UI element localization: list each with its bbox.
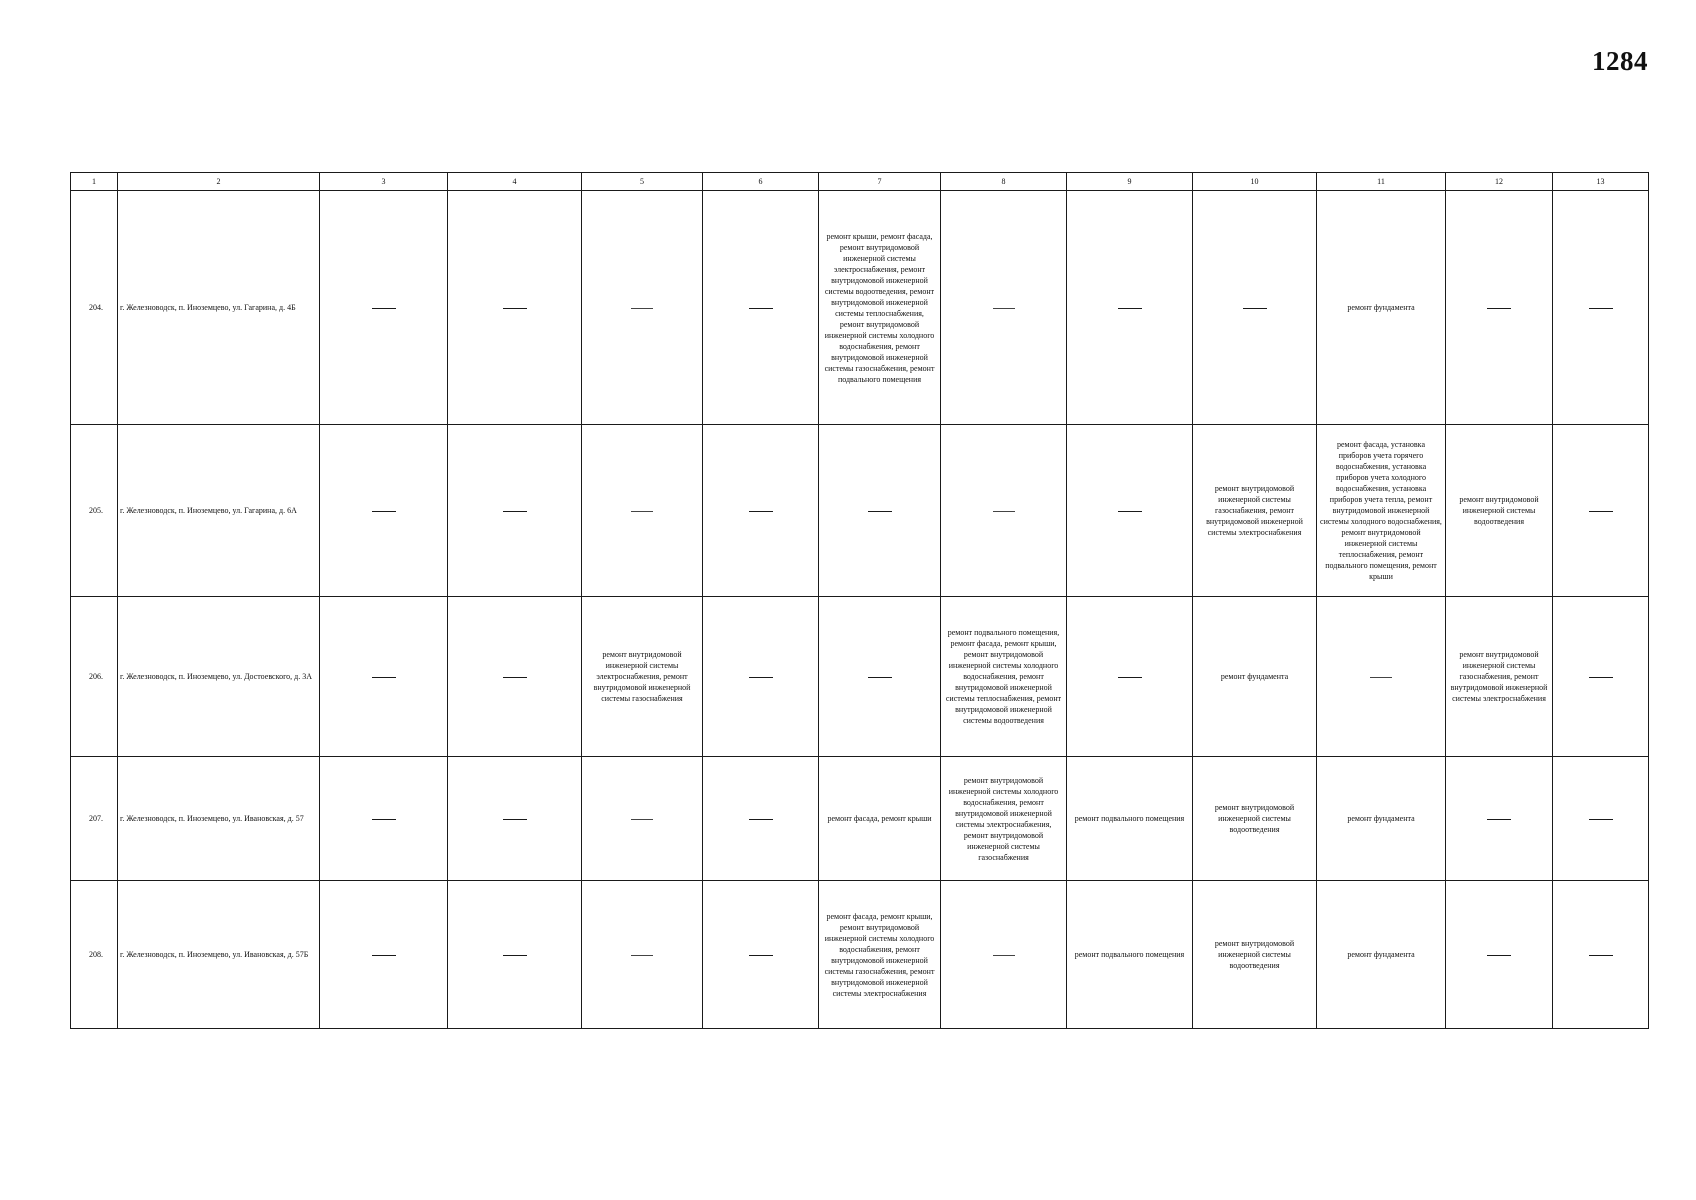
table-row [71,597,1649,757]
work-description: ремонт подвального помещения [1074,950,1185,959]
dash-mark [1370,677,1392,678]
empty-cell [320,881,448,1029]
dash-mark [372,955,396,956]
work-cell [582,597,703,757]
empty-cell [448,191,582,425]
empty-cell [941,425,1067,597]
empty-cell [320,425,448,597]
dash-mark [372,819,396,820]
work-cell [819,757,941,881]
table-row [71,425,1649,597]
empty-cell [1067,425,1193,597]
work-cell [1193,597,1317,757]
address-cell: г. Железноводск, п. Иноземцево, ул. Достоевского, д. 3А [118,597,320,757]
column-header: 12 [1446,173,1553,191]
work-cell [819,191,941,425]
work-cell [1067,757,1193,881]
column-number-row [71,173,1649,191]
empty-cell [1317,597,1446,757]
empty-cell [448,425,582,597]
table-row [71,757,1649,881]
work-cell [1317,881,1446,1029]
column-header: 6 [703,173,819,191]
empty-cell [1067,597,1193,757]
dash-mark [749,819,773,820]
work-cell [1317,425,1446,597]
row-number: 205. [71,425,118,597]
dash-mark [993,955,1015,956]
page-number: 1284 [1592,46,1648,76]
address-cell: г. Железноводск, п. Иноземцево, ул. Гагарина, д. 6А [118,425,320,597]
work-description: ремонт фундамента [1347,950,1415,959]
empty-cell [1553,881,1649,1029]
dash-mark [631,955,653,956]
work-description: ремонт внутридомовой инженерной системы газоснабжения, ремонт внутридомовой инженерной системы электроснабжения [1450,650,1548,703]
row-number: 207. [71,757,118,881]
work-cell [1446,597,1553,757]
work-cell [1193,881,1317,1029]
dash-mark [749,308,773,309]
column-header: 5 [582,173,703,191]
empty-cell [941,881,1067,1029]
dash-mark [503,511,527,512]
column-header: 8 [941,173,1067,191]
dash-mark [1118,511,1142,512]
empty-cell [819,597,941,757]
work-cell [1067,881,1193,1029]
table-header [71,173,1649,191]
row-number: 208. [71,881,118,1029]
work-cell [941,757,1067,881]
dash-mark [1589,308,1613,309]
dash-mark [372,677,396,678]
dash-mark [1589,511,1613,512]
dash-mark [503,819,527,820]
dash-mark [631,308,653,309]
work-cell [1317,757,1446,881]
work-description: ремонт внутридомовой инженерной системы водоотведения [1214,803,1295,834]
dash-mark [631,819,653,820]
column-header: 10 [1193,173,1317,191]
column-header: 7 [819,173,941,191]
dash-mark [749,511,773,512]
empty-cell [582,425,703,597]
empty-cell [1193,191,1317,425]
dash-mark [1589,819,1613,820]
empty-cell [1553,597,1649,757]
empty-cell [1553,757,1649,881]
table-row [71,191,1649,425]
work-description: ремонт фасада, ремонт крыши [827,814,932,823]
empty-cell [320,757,448,881]
address-cell: г. Железноводск, п. Иноземцево, ул. Гагарина, д. 4Б [118,191,320,425]
work-description: ремонт фундамента [1347,814,1415,823]
column-header: 13 [1553,173,1649,191]
column-header: 1 [71,173,118,191]
work-description: ремонт внутридомовой инженерной системы холодного водоснабжения, ремонт внутридомовой инженерной системы электроснабжения, ремонт внутридомовой инженерной системы газоснабжения [948,775,1059,862]
empty-cell [448,597,582,757]
empty-cell [941,191,1067,425]
empty-cell [703,881,819,1029]
address-cell: г. Железноводск, п. Иноземцево, ул. Ивановская, д. 57 [118,757,320,881]
work-cell [1193,425,1317,597]
work-description: ремонт внутридомовой инженерной системы водоотведения [1214,939,1295,970]
dash-mark [993,308,1015,309]
dash-mark [749,677,773,678]
empty-cell [703,597,819,757]
empty-cell [448,757,582,881]
dash-mark [372,511,396,512]
dash-mark [1589,677,1613,678]
empty-cell [1446,757,1553,881]
dash-mark [1118,677,1142,678]
work-cell [1317,191,1446,425]
work-description: ремонт крыши, ремонт фасада, ремонт внутридомовой инженерной системы электроснабжения, ремонт внутридомовой инженерной системы водоотведения, ремонт внутридомовой инженерной системы теплоснабжения, ремонт внутридомовой инженерной системы холодного водоснабжения, ремонт внутридомовой инженерной системы газоснабжения, ремонт подвального помещения [824,231,935,384]
empty-cell [320,597,448,757]
work-description: ремонт фасада, ремонт крыши, ремонт внутридомовой инженерной системы холодного водоснабжения, ремонт внутридомовой инженерной системы газоснабжения, ремонт внутридомовой инженерной системы электроснабжения [824,911,935,998]
work-description: ремонт внутридомовой инженерной системы водоотведения [1459,495,1539,526]
work-description: ремонт фундамента [1347,303,1415,312]
empty-cell [582,757,703,881]
empty-cell [1067,191,1193,425]
empty-cell [1553,425,1649,597]
row-number: 204. [71,191,118,425]
work-cell [1193,757,1317,881]
dash-mark [1589,955,1613,956]
dash-mark [631,511,653,512]
dash-mark [1487,819,1511,820]
column-header: 2 [118,173,320,191]
column-header: 4 [448,173,582,191]
table-body [71,191,1649,1029]
work-cell [819,881,941,1029]
dash-mark [1487,955,1511,956]
empty-cell [582,191,703,425]
dash-mark [993,511,1015,512]
dash-mark [749,955,773,956]
work-description: ремонт внутридомовой инженерной системы электроснабжения, ремонт внутридомовой инженерной системы газоснабжения [593,650,691,703]
work-description: ремонт подвального помещения, ремонт фасада, ремонт крыши, ремонт внутридомовой инженерной системы холодного водоснабжения, ремонт внутридомовой инженерной системы теплоснабжения, ремонт внутридомовой инженерной системы водоотведения [945,628,1062,725]
empty-cell [1446,191,1553,425]
empty-cell [1553,191,1649,425]
address-cell: г. Железноводск, п. Иноземцево, ул. Ивановская, д. 57Б [118,881,320,1029]
dash-mark [503,677,527,678]
work-description: ремонт фундамента [1220,672,1289,681]
empty-cell [703,757,819,881]
empty-cell [1446,881,1553,1029]
empty-cell [320,191,448,425]
empty-cell [582,881,703,1029]
repair-schedule-table [70,172,1649,1029]
dash-mark [372,308,396,309]
empty-cell [703,191,819,425]
column-header: 3 [320,173,448,191]
table-row [71,881,1649,1029]
dash-mark [503,955,527,956]
work-cell [941,597,1067,757]
dash-mark [1487,308,1511,309]
work-description: ремонт подвального помещения [1074,814,1185,823]
dash-mark [1118,308,1142,309]
work-description: ремонт фасада, установка приборов учета горячего водоснабжения, установка приборов учета холодного водоснабжения, установка приборов учета тепла, ремонт внутридомовой инженерной системы холодного водоснабжения, ремонт внутридомовой инженерной системы теплоснабжения, ремонт подвального помещения, ремонт крыши [1320,440,1442,581]
dash-mark [868,677,892,678]
work-cell [1446,425,1553,597]
dash-mark [503,308,527,309]
column-header: 9 [1067,173,1193,191]
row-number: 206. [71,597,118,757]
work-description: ремонт внутридомовой инженерной системы газоснабжения, ремонт внутридомовой инженерной системы электроснабжения [1206,484,1303,537]
dash-mark [868,511,892,512]
empty-cell [703,425,819,597]
column-header: 11 [1317,173,1446,191]
dash-mark [1243,308,1267,309]
empty-cell [448,881,582,1029]
empty-cell [819,425,941,597]
